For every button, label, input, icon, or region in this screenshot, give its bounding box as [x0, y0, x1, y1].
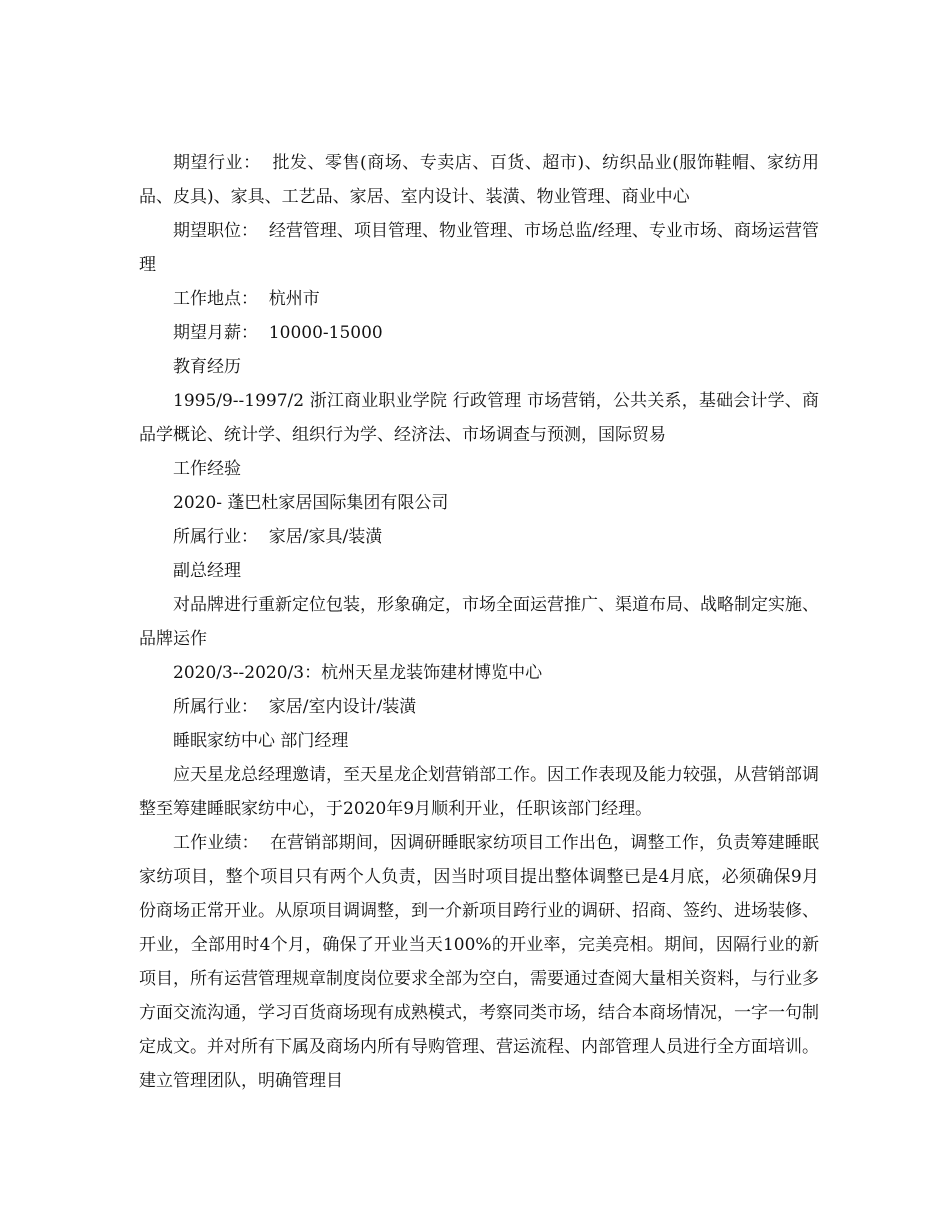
paragraph-expected-position: 期望职位： 经营管理、项目管理、物业管理、市场总监/经理、专业市场、商场运营管理: [139, 221, 819, 275]
paragraph-job-1-title: 副总经理: [173, 561, 241, 581]
paragraph-job-2-title: 睡眠家纺中心 部门经理: [173, 731, 349, 751]
paragraph-education-entry: 1995/9--1997/2 浙江商业职业学院 行政管理 市场营销，公共关系，基础会计学、商品学概论、统计学、组织行为学、经济法、市场调查与预测，国际贸易: [139, 391, 819, 445]
heading-education: 教育经历: [173, 357, 241, 377]
paragraph-job-2-description: 应天星龙总经理邀请，至天星龙企划营销部工作。因工作表现及能力较强，从营销部调整至筹建睡眠家纺中心，于2020年9月顺利开业，任职该部门经理。: [139, 765, 819, 819]
heading-work-experience: 工作经验: [173, 459, 241, 479]
paragraph-job-1-description: 对品牌进行重新定位包装，形象确定，市场全面运营推广、渠道布局、战略制定实施、品牌运作: [139, 595, 819, 649]
paragraph-job-2-company: 2020/3--2020/3：杭州天星龙装饰建材博览中心: [173, 663, 543, 683]
paragraph-expected-industry: 期望行业： 批发、零售(商场、专卖店、百货、超市)、纺织品业(服饰鞋帽、家纺用品、皮具)、家具、工艺品、家居、室内设计、装潢、物业管理、商业中心: [139, 153, 819, 207]
paragraph-expected-salary: 期望月薪： 10000-15000: [173, 323, 383, 343]
paragraph-work-location: 工作地点： 杭州市: [173, 289, 320, 309]
paragraph-job-2-achievements: 工作业绩： 在营销部期间，因调研睡眠家纺项目工作出色，调整工作，负责筹建睡眠家纺项目，整个项目只有两个人负责，因当时项目提出整体调整已是4月底，必须确保9月份商场正常开业。从原项目调调整，到一介新项目跨行业的调研、招商、签约、进场装修、开业，全部用时4个月，确保了开业当天100%的开业率，完美亮相。期间，因隔行业的新项目，所有运营管理规章制度岗位要求全部为空白，需要通过查阅大量相关资料，与行业多方面交流沟通，学习百货商场现有成熟模式，考察同类市场，结合本商场情况，一字一句制定成文。并对所有下属及商场内所有导购管理、营运流程、内部管理人员进行全方面培训。建立管理团队，明确管理目: [139, 833, 819, 1091]
paragraph-job-1-company: 2020- 蓬巴杜家居国际集团有限公司: [173, 493, 449, 513]
paragraph-job-2-industry: 所属行业： 家居/室内设计/装潢: [173, 697, 417, 717]
resume-body: [139, 146, 819, 1098]
paragraph-job-1-industry: 所属行业： 家居/家具/装潢: [173, 527, 383, 547]
